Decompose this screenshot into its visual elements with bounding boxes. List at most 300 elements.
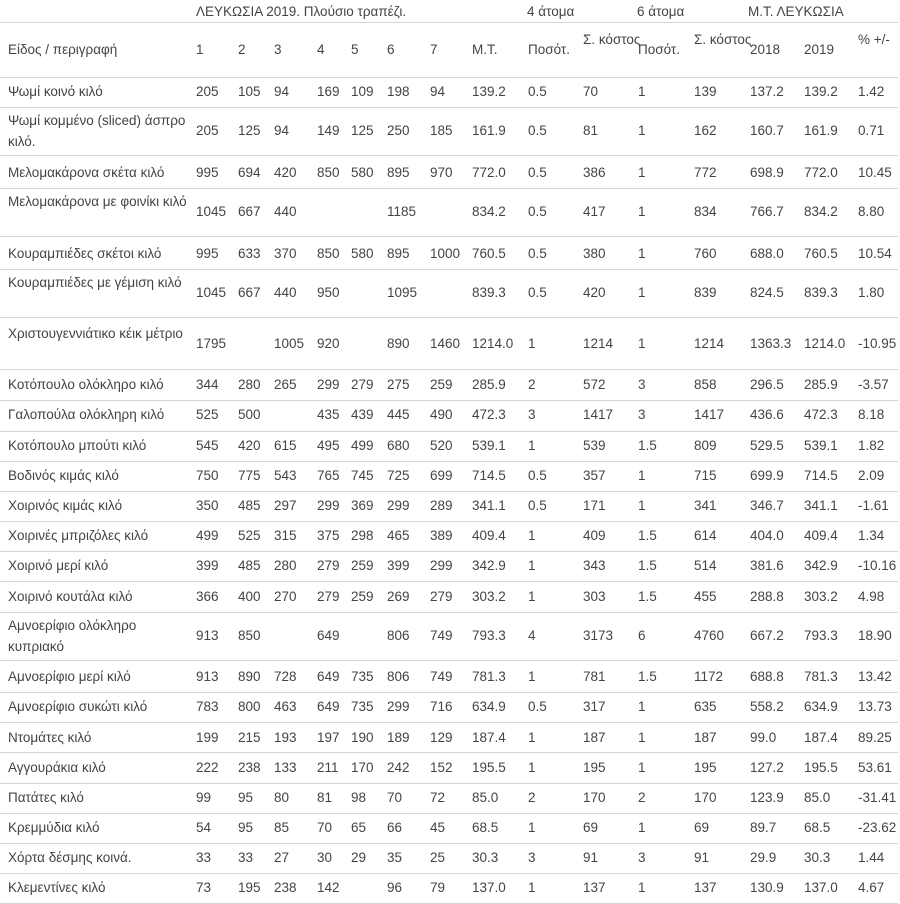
table-cell: 749 [430, 628, 453, 643]
table-cell: 1795 [196, 336, 227, 351]
table-cell: 198 [387, 84, 410, 99]
table-cell: 420 [238, 438, 261, 453]
table-cell: 716 [430, 699, 453, 714]
table-cell: 344 [196, 377, 219, 392]
table-cell: 0.5 [528, 246, 547, 261]
table-cell: 375 [317, 528, 340, 543]
table-cell: 1214 [694, 336, 725, 351]
row-description: Ψωμί κοινό κιλό [8, 84, 103, 99]
table-cell: 806 [387, 628, 410, 643]
table-cell: 195.5 [804, 760, 838, 775]
table-cell: 1.5 [638, 558, 657, 573]
table-cell: 1214.0 [804, 336, 846, 351]
table-cell: 197 [317, 730, 340, 745]
table-cell: 275 [387, 377, 410, 392]
table-cell: 199 [196, 730, 219, 745]
table-cell: 525 [196, 407, 219, 422]
table-cell: 0.5 [528, 285, 547, 300]
row-divider [0, 752, 898, 753]
table-cell: 133 [274, 760, 297, 775]
table-cell: 1 [528, 558, 536, 573]
table-cell: 824.5 [750, 285, 784, 300]
table-cell: 303.2 [472, 589, 506, 604]
table-cell: 1214.0 [472, 336, 514, 351]
col-header-4: 4 [317, 42, 325, 57]
table-cell: 30.3 [804, 850, 831, 865]
table-cell: 1005 [274, 336, 305, 351]
table-cell: 728 [274, 669, 297, 684]
row-description: Χριστουγεννιάτικο κέικ μέτριο [8, 326, 183, 341]
row-divider [0, 317, 898, 318]
table-cell: 634.9 [804, 699, 838, 714]
table-cell: 285.9 [804, 377, 838, 392]
table-cell: 1 [528, 438, 536, 453]
table-cell: 834.2 [472, 204, 506, 219]
table-cell: 440 [274, 285, 297, 300]
table-cell: 99.0 [750, 730, 777, 745]
table-cell: 995 [196, 246, 219, 261]
table-cell: 317 [583, 699, 606, 714]
table-cell: 161.9 [804, 123, 838, 138]
table-cell: 238 [274, 880, 297, 895]
table-cell: 1.5 [638, 528, 657, 543]
table-cell: 1 [638, 730, 646, 745]
table-cell: 667.2 [750, 628, 784, 643]
table-cell: 299 [387, 699, 410, 714]
table-cell: 8.18 [858, 407, 885, 422]
row-description: Χοιρινός κιμάς κιλό [8, 498, 123, 513]
table-cell: 89.7 [750, 820, 777, 835]
table-cell: 1.5 [638, 438, 657, 453]
table-cell: 66 [387, 820, 403, 835]
row-divider [0, 581, 898, 582]
table-cell: 772.0 [472, 165, 506, 180]
table-cell: 149 [317, 123, 340, 138]
table-cell: 1 [528, 589, 536, 604]
table-cell: 13.73 [858, 699, 892, 714]
table-cell: 514 [694, 558, 717, 573]
row-description: Κουραμπιέδες σκέτοι κιλό [8, 246, 162, 261]
row-description: Αμνοερίφιο μερί κιλό [8, 669, 131, 684]
table-cell: 1.5 [638, 589, 657, 604]
row-description: Κρεμμύδια κιλό [8, 820, 100, 835]
col-header-2019: 2019 [804, 42, 835, 57]
table-cell: 781.3 [804, 669, 838, 684]
table-cell: 649 [317, 669, 340, 684]
table-cell: 1045 [196, 285, 227, 300]
table-cell: 439 [351, 407, 374, 422]
table-cell: 89.25 [858, 730, 892, 745]
table-cell: 80 [274, 790, 290, 805]
table-cell: 185 [430, 123, 453, 138]
row-divider [0, 612, 898, 613]
table-cell: 25 [430, 850, 446, 865]
table-cell: 142 [317, 880, 340, 895]
table-cell: 33 [238, 850, 254, 865]
table-cell: 890 [238, 669, 261, 684]
table-cell: 417 [583, 204, 606, 219]
table-cell: 3 [528, 407, 536, 422]
table-cell: 772.0 [804, 165, 838, 180]
table-cell: 436.6 [750, 407, 784, 422]
table-cell: 152 [430, 760, 453, 775]
table-cell: 8.80 [858, 204, 885, 219]
table-cell: 303 [583, 589, 606, 604]
table-cell: 187.4 [804, 730, 838, 745]
table-cell: 890 [387, 336, 410, 351]
col-header-description: Είδος / περιγραφή [8, 42, 118, 57]
table-cell: 279 [317, 558, 340, 573]
row-divider [0, 431, 898, 432]
col-header-1: 1 [196, 42, 204, 57]
table-cell: 187 [694, 730, 717, 745]
table-cell: 472.3 [472, 407, 506, 422]
group-header-average-lefkosia: Μ.Τ. ΛΕΥΚΩΣΙΑ [748, 4, 844, 19]
table-cell: 30 [317, 850, 333, 865]
row-divider [0, 77, 898, 78]
table-cell: 171 [583, 498, 606, 513]
row-description: Μελομακάρονα σκέτα κιλό [8, 165, 165, 180]
table-cell: 850 [317, 246, 340, 261]
row-description: Πατάτες κιλό [8, 790, 84, 805]
table-cell: 485 [238, 558, 261, 573]
table-cell: 1 [528, 528, 536, 543]
group-header-4-persons: 4 άτομα [527, 4, 575, 19]
table-cell: 750 [196, 468, 219, 483]
table-cell: -23.62 [858, 820, 897, 835]
row-divider [0, 551, 898, 552]
table-cell: 1 [528, 880, 536, 895]
col-header-cost-4: Σ. κόστος [583, 32, 641, 47]
table-cell: 65 [351, 820, 367, 835]
table-cell: 381.6 [750, 558, 784, 573]
table-cell: 315 [274, 528, 297, 543]
table-cell: 139 [694, 84, 717, 99]
table-cell: 850 [238, 628, 261, 643]
table-cell: 95 [238, 820, 254, 835]
table-cell: 350 [196, 498, 219, 513]
table-cell: 289 [430, 498, 453, 513]
table-cell: 714.5 [804, 468, 838, 483]
row-description: Κλεμεντίνες κιλό [8, 880, 106, 895]
table-cell: 725 [387, 468, 410, 483]
table-cell: 749 [430, 669, 453, 684]
table-cell: 195 [238, 880, 261, 895]
table-cell: 400 [238, 589, 261, 604]
table-cell: 85.0 [472, 790, 499, 805]
table-cell: 539.1 [472, 438, 506, 453]
table-cell: 386 [583, 165, 606, 180]
table-cell: 259 [351, 558, 374, 573]
row-divider [0, 813, 898, 814]
table-cell: 634.9 [472, 699, 506, 714]
table-cell: 341 [694, 498, 717, 513]
table-cell: 500 [238, 407, 261, 422]
table-cell: 45 [430, 820, 446, 835]
table-cell: 667 [238, 204, 261, 219]
row-description: Χόρτα δέσμης κοινά. [8, 850, 132, 865]
table-cell: 1.80 [858, 285, 885, 300]
row-divider [0, 400, 898, 401]
table-cell: 525 [238, 528, 261, 543]
table-cell: 33 [196, 850, 212, 865]
table-cell: 342.9 [472, 558, 506, 573]
table-cell: 745 [351, 468, 374, 483]
table-cell: 137.0 [472, 880, 506, 895]
table-cell: 137 [694, 880, 717, 895]
table-cell: 545 [196, 438, 219, 453]
table-cell: 270 [274, 589, 297, 604]
table-cell: 95 [238, 790, 254, 805]
table-cell: 1 [638, 246, 646, 261]
group-header-6-persons: 6 άτομα [637, 4, 685, 19]
table-cell: 895 [387, 246, 410, 261]
table-cell: 370 [274, 246, 297, 261]
table-cell: 6 [638, 628, 646, 643]
table-cell: 970 [430, 165, 453, 180]
table-cell: 79 [430, 880, 446, 895]
table-cell: 1363.3 [750, 336, 792, 351]
table-cell: 793.3 [804, 628, 838, 643]
table-cell: -31.41 [858, 790, 897, 805]
col-header-2: 2 [238, 42, 246, 57]
table-cell: 250 [387, 123, 410, 138]
table-cell: 409.4 [472, 528, 506, 543]
table-cell: 369 [351, 498, 374, 513]
table-cell: 0.5 [528, 204, 547, 219]
table-cell: 29.9 [750, 850, 777, 865]
row-divider [0, 521, 898, 522]
table-cell: 1.82 [858, 438, 885, 453]
table-cell: 105 [238, 84, 261, 99]
table-cell: 137 [583, 880, 606, 895]
table-cell: 30.3 [472, 850, 499, 865]
table-cell: 633 [238, 246, 261, 261]
row-description: Κοτόπουλο ολόκληρο κιλό [8, 377, 164, 392]
table-cell: 380 [583, 246, 606, 261]
table-cell: 2 [638, 790, 646, 805]
table-cell: 299 [430, 558, 453, 573]
table-cell: 170 [583, 790, 606, 805]
table-cell: 1 [528, 669, 536, 684]
table-cell: 1 [528, 760, 536, 775]
table-cell: 127.2 [750, 760, 784, 775]
table-cell: 341.1 [472, 498, 506, 513]
table-cell: 615 [274, 438, 297, 453]
table-cell: 0.5 [528, 123, 547, 138]
table-cell: 299 [317, 377, 340, 392]
row-description: Κοτόπουλο μπούτι κιλό [8, 438, 147, 453]
table-cell: 440 [274, 204, 297, 219]
table-cell: 170 [694, 790, 717, 805]
table-cell: 404.0 [750, 528, 784, 543]
table-cell: 765 [317, 468, 340, 483]
table-cell: 35 [387, 850, 403, 865]
table-cell: 187.4 [472, 730, 506, 745]
row-description: Κουραμπιέδες με γέμιση κιλό [8, 275, 182, 290]
table-cell: 839.3 [472, 285, 506, 300]
row-divider [0, 22, 898, 23]
table-cell: 0.5 [528, 699, 547, 714]
table-cell: 950 [317, 285, 340, 300]
table-cell: 1045 [196, 204, 227, 219]
table-cell: 1.5 [638, 669, 657, 684]
table-cell: 490 [430, 407, 453, 422]
row-description: Ψωμί κομμένο (sliced) άσπρο κιλό. [8, 113, 186, 149]
table-cell: 54 [196, 820, 212, 835]
table-cell: 98 [351, 790, 367, 805]
table-cell: 187 [583, 730, 606, 745]
row-divider [0, 188, 898, 189]
table-cell: 420 [583, 285, 606, 300]
table-cell: 1 [638, 699, 646, 714]
table-cell: 70 [387, 790, 403, 805]
row-divider [0, 369, 898, 370]
table-cell: 343 [583, 558, 606, 573]
table-cell: 1 [638, 498, 646, 513]
table-cell: 520 [430, 438, 453, 453]
table-cell: 285.9 [472, 377, 506, 392]
table-cell: 160.7 [750, 123, 784, 138]
table-cell: 279 [430, 589, 453, 604]
row-description: Χοιρινές μπριζόλες κιλό [8, 528, 149, 543]
table-cell: 649 [317, 628, 340, 643]
table-cell: 123.9 [750, 790, 784, 805]
table-cell: 834 [694, 204, 717, 219]
col-header-5: 5 [351, 42, 359, 57]
table-cell: 699.9 [750, 468, 784, 483]
row-divider [0, 491, 898, 492]
table-cell: 995 [196, 165, 219, 180]
table-cell: 125 [238, 123, 261, 138]
table-cell: 529.5 [750, 438, 784, 453]
table-cell: 73 [196, 880, 212, 895]
table-cell: 29 [351, 850, 367, 865]
table-cell: 299 [387, 498, 410, 513]
table-cell: 109 [351, 84, 374, 99]
table-cell: 303.2 [804, 589, 838, 604]
table-cell: 793.3 [472, 628, 506, 643]
table-cell: 125 [351, 123, 374, 138]
table-cell: 94 [274, 84, 290, 99]
table-cell: 341.1 [804, 498, 838, 513]
col-header-qty-4: Ποσότ. [528, 42, 570, 57]
table-cell: -10.95 [858, 336, 897, 351]
table-cell: 680 [387, 438, 410, 453]
table-cell: 85 [274, 820, 290, 835]
row-divider [0, 873, 898, 874]
table-cell: 455 [694, 589, 717, 604]
table-cell: -1.61 [858, 498, 889, 513]
col-header-6: 6 [387, 42, 395, 57]
table-cell: 781 [583, 669, 606, 684]
table-cell: 130.9 [750, 880, 784, 895]
table-cell: 222 [196, 760, 219, 775]
table-cell: 913 [196, 669, 219, 684]
table-cell: 399 [387, 558, 410, 573]
table-cell: 667 [238, 285, 261, 300]
table-cell: 445 [387, 407, 410, 422]
row-description: Γαλοπούλα ολόκληρη κιλό [8, 407, 165, 422]
table-cell: 772 [694, 165, 717, 180]
table-cell: 3173 [583, 628, 614, 643]
table-cell: 839 [694, 285, 717, 300]
row-description: Αμνοερίφιο συκώτι κιλό [8, 699, 148, 714]
table-cell: 1 [638, 123, 646, 138]
table-cell: 2.09 [858, 468, 885, 483]
row-description: Χοιρινό κουτάλα κιλό [8, 589, 133, 604]
table-cell: 463 [274, 699, 297, 714]
row-description: Χοιρινό μερί κιλό [8, 558, 109, 573]
table-cell: 280 [238, 377, 261, 392]
table-cell: -3.57 [858, 377, 889, 392]
table-cell: 760 [694, 246, 717, 261]
table-cell: 1 [638, 285, 646, 300]
table-cell: 170 [351, 760, 374, 775]
table-cell: 1.34 [858, 528, 885, 543]
table-cell: 137.0 [804, 880, 838, 895]
table-cell: 81 [583, 123, 599, 138]
table-cell: 539 [583, 438, 606, 453]
table-cell: 409 [583, 528, 606, 543]
table-cell: 242 [387, 760, 410, 775]
table-cell: 1 [638, 880, 646, 895]
table-cell: 342.9 [804, 558, 838, 573]
table-cell: 0.71 [858, 123, 885, 138]
table-cell: 53.61 [858, 760, 892, 775]
row-divider [0, 461, 898, 462]
table-cell: 1 [638, 820, 646, 835]
table-cell: 1 [638, 204, 646, 219]
table-cell: 139.2 [804, 84, 838, 99]
table-cell: 346.7 [750, 498, 784, 513]
table-cell: 189 [387, 730, 410, 745]
table-cell: 4.98 [858, 589, 885, 604]
table-cell: 1172 [694, 669, 724, 684]
table-cell: 205 [196, 123, 219, 138]
table-cell: 399 [196, 558, 219, 573]
col-header-average: Μ.Τ. [472, 42, 498, 57]
table-cell: 70 [583, 84, 599, 99]
table-cell: 296.5 [750, 377, 784, 392]
table-cell: 806 [387, 669, 410, 684]
table-cell: 694 [238, 165, 261, 180]
table-cell: 800 [238, 699, 261, 714]
table-cell: 91 [583, 850, 599, 865]
table-cell: 357 [583, 468, 606, 483]
table-cell: 485 [238, 498, 261, 513]
table-cell: 10.54 [858, 246, 892, 261]
table-cell: 580 [351, 246, 374, 261]
table-cell: 10.45 [858, 165, 892, 180]
table-cell: 580 [351, 165, 374, 180]
table-cell: 499 [196, 528, 219, 543]
table-cell: 2 [528, 790, 536, 805]
table-cell: 714.5 [472, 468, 506, 483]
table-cell: 4.67 [858, 880, 885, 895]
row-divider [0, 107, 898, 108]
table-cell: 13.42 [858, 669, 892, 684]
row-divider [0, 722, 898, 723]
table-cell: 614 [694, 528, 717, 543]
table-cell: 435 [317, 407, 340, 422]
table-cell: -10.16 [858, 558, 897, 573]
table-cell: 269 [387, 589, 410, 604]
col-header-3: 3 [274, 42, 282, 57]
table-cell: 27 [274, 850, 290, 865]
table-cell: 99 [196, 790, 212, 805]
table-cell: 299 [317, 498, 340, 513]
